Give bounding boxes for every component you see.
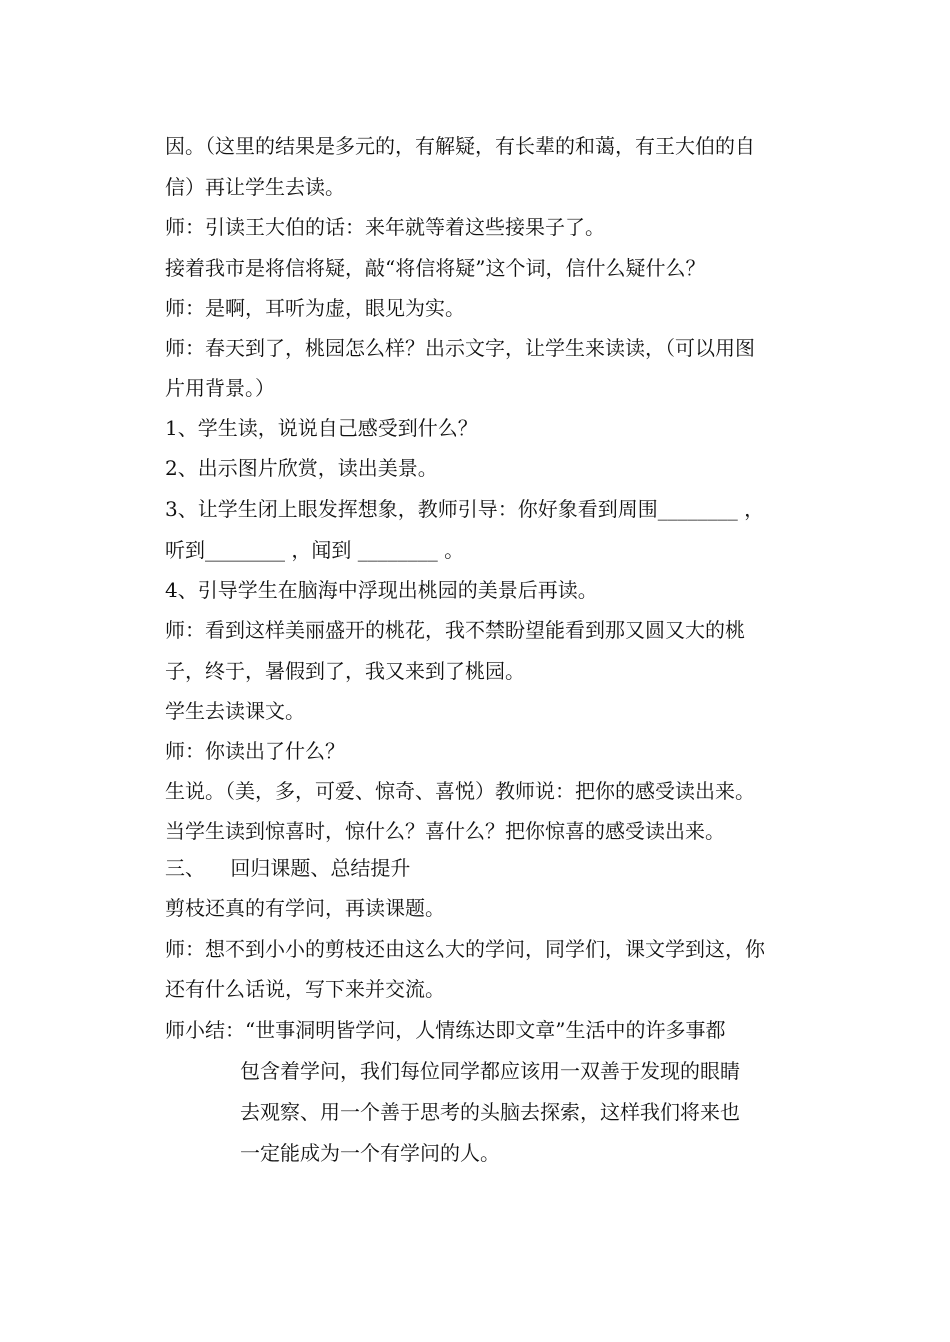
text-line: 学生去读课文。 [165, 699, 305, 723]
text-line: 还有什么话说，写下来并交流。 [165, 977, 445, 1001]
text-line: 师：春天到了，桃园怎么样？出示文字，让学生来读读，（可以用图 [165, 336, 755, 360]
text-line: 2、出示图片欣赏，读出美景。 [165, 456, 438, 480]
text-line: 师：看到这样美丽盛开的桃花，我不禁盼望能看到那又圆又大的桃 [165, 618, 745, 642]
text-line: 信）再让学生去读。 [165, 175, 345, 199]
text-line: 子，终于，暑假到了，我又来到了桃园。 [165, 659, 525, 683]
text-line: 生说。（美，多，可爱、惊奇、喜悦）教师说：把你的感受读出来。 [165, 779, 755, 803]
summary-line: 一定能成为一个有学问的人。 [240, 1141, 500, 1165]
text-line: 师：引读王大伯的话：来年就等着这些接果子了。 [165, 215, 605, 239]
text-line: 片用背景。） [165, 376, 275, 400]
section-heading: 三、 回归课题、总结提升 [165, 856, 411, 880]
text-line: 师：想不到小小的剪枝还由这么大的学问，同学们，课文学到这，你 [165, 937, 765, 961]
text-line: 3、让学生闭上眼发挥想象，教师引导：你好象看到周围________ ， [165, 497, 765, 521]
text-line: 1、学生读，说说自己感受到什么？ [165, 416, 478, 440]
summary-line: 包含着学问，我们每位同学都应该用一双善于发现的眼睛 [240, 1059, 740, 1083]
summary-line: 师小结：“世事洞明皆学问，人情练达即文章”生活中的许多事都 [165, 1018, 726, 1042]
text-line: 因。（这里的结果是多元的，有解疑，有长辈的和蔼，有王大伯的自 [165, 134, 755, 158]
text-line: 师：是啊，耳听为虚，眼见为实。 [165, 296, 465, 320]
text-line: 剪枝还真的有学问，再读课题。 [165, 896, 445, 920]
text-line: 当学生读到惊喜时，惊什么？喜什么？把你惊喜的感受读出来。 [165, 819, 725, 843]
text-line: 师：你读出了什么？ [165, 739, 345, 763]
summary-line: 去观察、用一个善于思考的头脑去探索，这样我们将来也 [240, 1100, 740, 1124]
text-line: 听到________ ，闻到 ________ 。 [165, 538, 465, 562]
text-line: 接着我市是将信将疑，敲“将信将疑”这个词，信什么疑什么？ [165, 256, 706, 280]
text-line: 4、引导学生在脑海中浮现出桃园的美景后再读。 [165, 578, 598, 602]
